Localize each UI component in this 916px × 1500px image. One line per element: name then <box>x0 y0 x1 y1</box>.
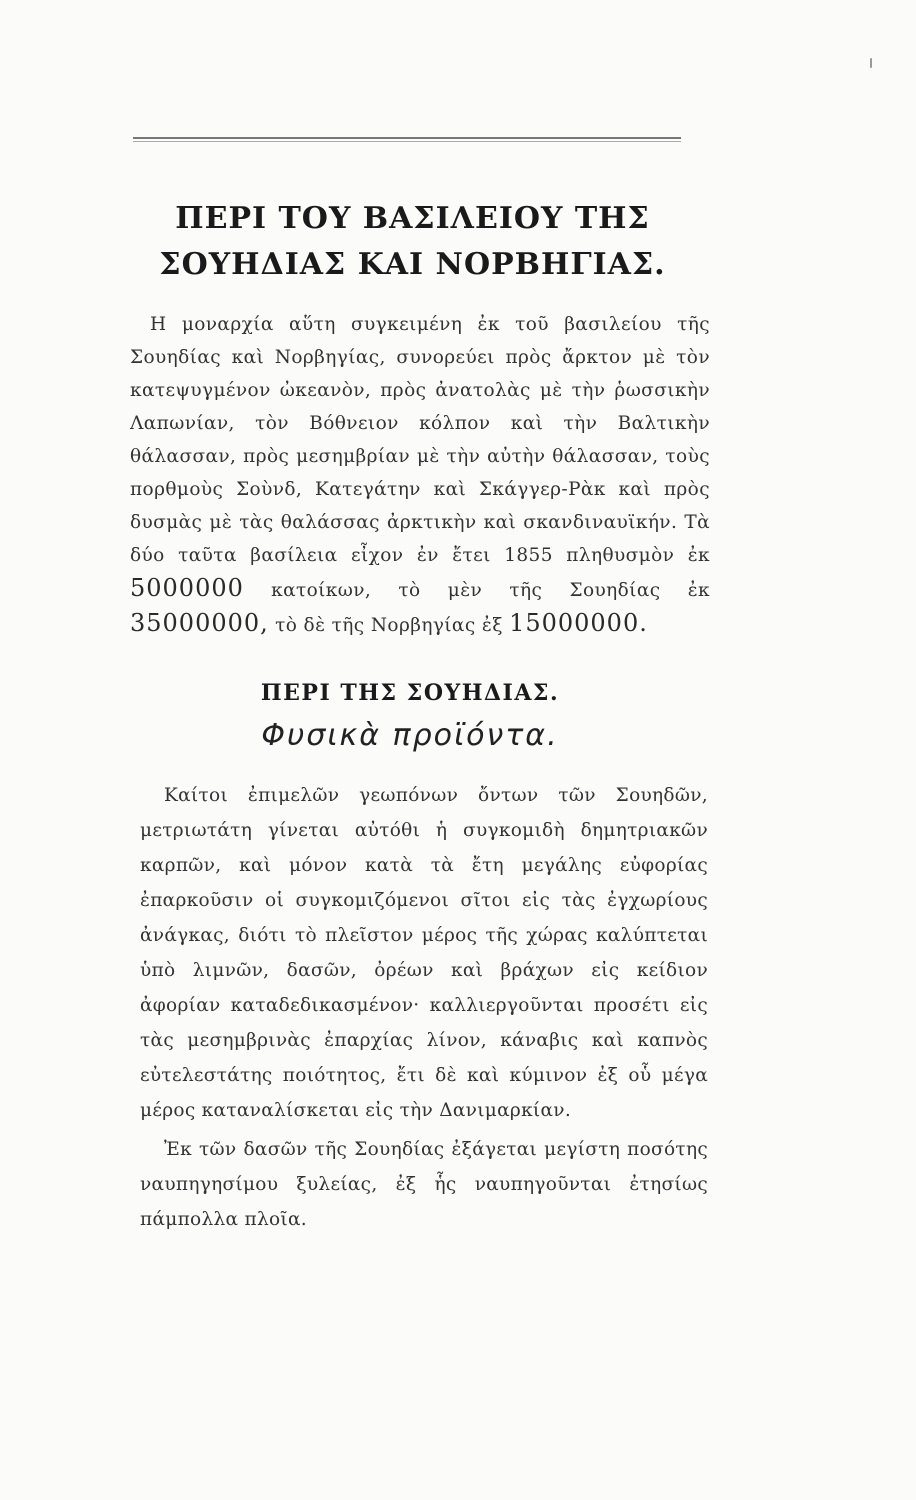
section-subheading: Φυσικὰ προϊόντα. <box>261 718 559 753</box>
intro-paragraph <box>130 308 710 642</box>
population-norway: 15000000. <box>509 609 648 637</box>
population-total: 5000000 <box>130 574 244 602</box>
section-paragraph-2: Ἐκ τῶν δασῶν τῆς Σουηδίας ἐξάγεται μεγίστη ποσότης ναυπηγησίμου ξυλείας, ἐξ ἧς ναυπηγοῦνται ἐτησίως πάμπολλα πλοῖα. <box>140 1139 708 1230</box>
header-rule-secondary <box>133 141 681 142</box>
intro-text: Η μοναρχία αὕτη συγκειμένη ἐκ τοῦ βασιλείου τῆς Σουηδίας καὶ Νορβηγίας, συνορεύει πρὸς ἄρκτον μὲ τὸν κατεψυγμένον ὠκεανὸν, πρὸς ἀνατολὰς μὲ τὴν ῥωσσικὴν Λαπωνίαν, τὸν Βόθνειον κόλπον καὶ τὴν Βαλτικὴν θάλασσαν, πρὸς μεσημβρίαν μὲ τὴν αὐτὴν θάλασσαν, τοὺς πορθμοὺς Σοὺνδ, Κατεγάτην καὶ Σκάγγερ-Ρὰκ καὶ πρὸς δυσμὰς μὲ τὰς θαλάσσας ἀρκτικὴν καὶ σκανδιναυϊκήν. Τὰ δύο ταῦτα βασίλεια εἶχον ἐν ἔτει 1855 πληθυσμὸν ἐκ <box>130 314 710 566</box>
paper-mark <box>870 58 872 68</box>
section-body <box>140 778 708 1237</box>
section-heading: ΠΕΡΙ ΤΗΣ ΣΟΥΗΔΙΑΣ. <box>260 680 560 706</box>
header-rule <box>133 137 681 139</box>
intro-text-mid: κατοίκων, τὸ μὲν τῆς Σουηδίας ἐκ <box>271 580 710 601</box>
section-paragraph-1: Καίτοι ἐπιμελῶν γεωπόνων ὄντων τῶν Σουηδῶν, μετριωτάτη γίνεται αὐτόθι ἡ συγκομιδὴ δημητριακῶν καρπῶν, καὶ μόνον κατὰ τὰ ἔτη μεγάλης εὐφορίας ἐπαρκοῦσιν οἱ συγκομιζόμενοι σῖτοι εἰς τὰς ἐγχωρίους ἀνάγκας, διότι τὸ πλεῖστον μέρος τῆς χώρας καλύπτεται ὑπὸ λιμνῶν, δασῶν, ὀρέων καὶ βράχων εἰς κείδιον ἀφορίαν καταδεδικασμένον· καλλιεργοῦνται προσέτι εἰς τὰς μεσημβρινὰς ἐπαρχίας λίνον, κάναβις καὶ καπνὸς εὐτελεστάτης ποιότητος, ἔτι δὲ καὶ κύμινον ἐξ οὗ μέγα μέρος καταναλίσκεται εἰς τὴν Δανιμαρκίαν. <box>140 785 708 1121</box>
intro-text-mid2: τὸ δὲ τῆς Νορβηγίας ἐξ <box>275 615 503 636</box>
page-title: ΠΕΡΙ ΤΟΥ ΒΑΣΙΛΕΙΟΥ ΤΗΣ ΣΟΥΗΔΙΑΣ ΚΑΙ ΝΟΡΒΗΓΙΑΣ. <box>159 201 666 282</box>
population-sweden: 35000000, <box>130 609 269 637</box>
